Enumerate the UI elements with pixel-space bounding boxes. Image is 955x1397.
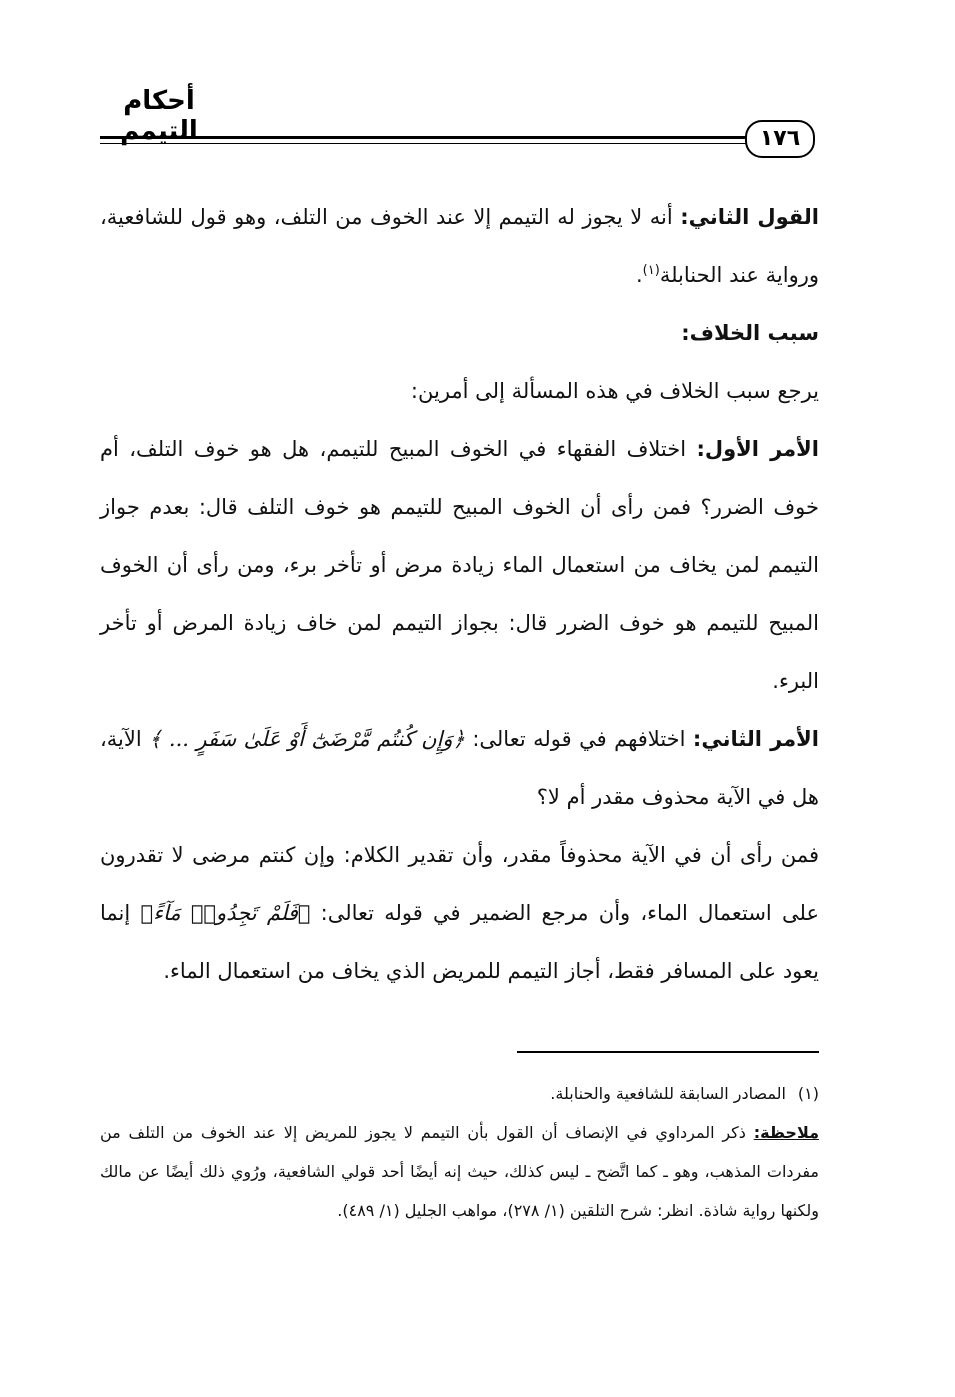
note-text: ذكر المرداوي في الإنصاف أن القول بأن التيمم لا يجوز للمريض إلا عند الخوف من التلف من مفردات المذهب، وهو ـ كما اتَّضح ـ ليس كذلك، حيث إنه أيضًا أحد قولي الشافعية، ورُوي ذلك أيضًا عن مالك ولكنها رواية شاذة. انظر: شرح التلقين (١/ ٢٧٨)، مواهب الجليل (١/ ٤٨٩). <box>100 1123 819 1220</box>
paragraph-text: أنه لا يجوز له التيمم إلا عند الخوف من التلف، وهو قول للشافعية، ورواية عند الحنابلة <box>100 205 819 287</box>
quran-verse: ﴿فَلَمْ تَجِدُوا۟ مَآءً﴾ <box>140 901 311 925</box>
paragraph-text: اختلافهم في قوله تعالى: <box>464 727 693 751</box>
running-header-title: أحكام التيمم <box>120 86 198 146</box>
footnote-note <box>100 1113 819 1230</box>
paragraph-text: الآية، هل في الآية محذوف مقدر أم لا؟ <box>100 727 819 809</box>
note-label: ملاحظة: <box>753 1123 819 1142</box>
paragraph-second-matter <box>100 710 819 826</box>
paragraph-label: الأمر الثاني: <box>692 727 819 751</box>
footnotes <box>100 1074 819 1230</box>
footnote-separator <box>517 1051 819 1053</box>
section-heading-text: سبب الخلاف: <box>681 321 819 345</box>
paragraph-second-opinion <box>100 188 819 304</box>
section-heading <box>100 304 819 362</box>
paragraph-first-matter <box>100 420 819 710</box>
page-number: ١٧٦ <box>745 120 815 158</box>
paragraph-label: القول الثاني: <box>680 205 820 229</box>
footnote-number: (١) <box>797 1084 819 1103</box>
header-rule-thick <box>100 136 748 139</box>
footnote-1 <box>100 1074 819 1113</box>
header-rule-thin <box>100 143 748 144</box>
paragraph-intro <box>100 362 819 420</box>
paragraph-conclusion <box>100 826 819 1000</box>
paragraph-text: إنما يعود على المسافر فقط، أجاز التيمم للمريض الذي يخاف من استعمال الماء. <box>100 901 819 983</box>
paragraph-text: يرجع سبب الخلاف في هذه المسألة إلى أمرين: <box>410 379 819 403</box>
quran-verse: ﴿وَإِن كُنتُم مَّرْضَىٰٓ أَوْ عَلَىٰ سَفَرٍ ... ﴾ <box>149 727 465 751</box>
footnote-reference: (١) <box>642 263 660 278</box>
paragraph-end: . <box>635 263 643 287</box>
main-text <box>100 188 819 1000</box>
paragraph-label: الأمر الأول: <box>696 437 819 461</box>
paragraph-text: فمن رأى أن في الآية محذوفاً مقدر، وأن تقدير الكلام: وإن كنتم مرضى لا تقدرون على استعمال الماء، وأن مرجع الضمير في قوله تعالى: <box>100 843 819 925</box>
footnote-text: المصادر السابقة للشافعية والحنابلة. <box>550 1084 786 1103</box>
paragraph-text: اختلاف الفقهاء في الخوف المبيح للتيمم، هل هو خوف التلف، أم خوف الضرر؟ فمن رأى أن الخوف المبيح للتيمم هو خوف التلف قال: بعدم جواز التيمم لمن يخاف من استعمال الماء زيادة مرض أو تأخر برء، ومن رأى أن الخوف المبيح للتيمم هو خوف الضرر قال: بجواز التيمم لمن خاف زيادة المرض أو تأخر البرء. <box>100 437 819 693</box>
